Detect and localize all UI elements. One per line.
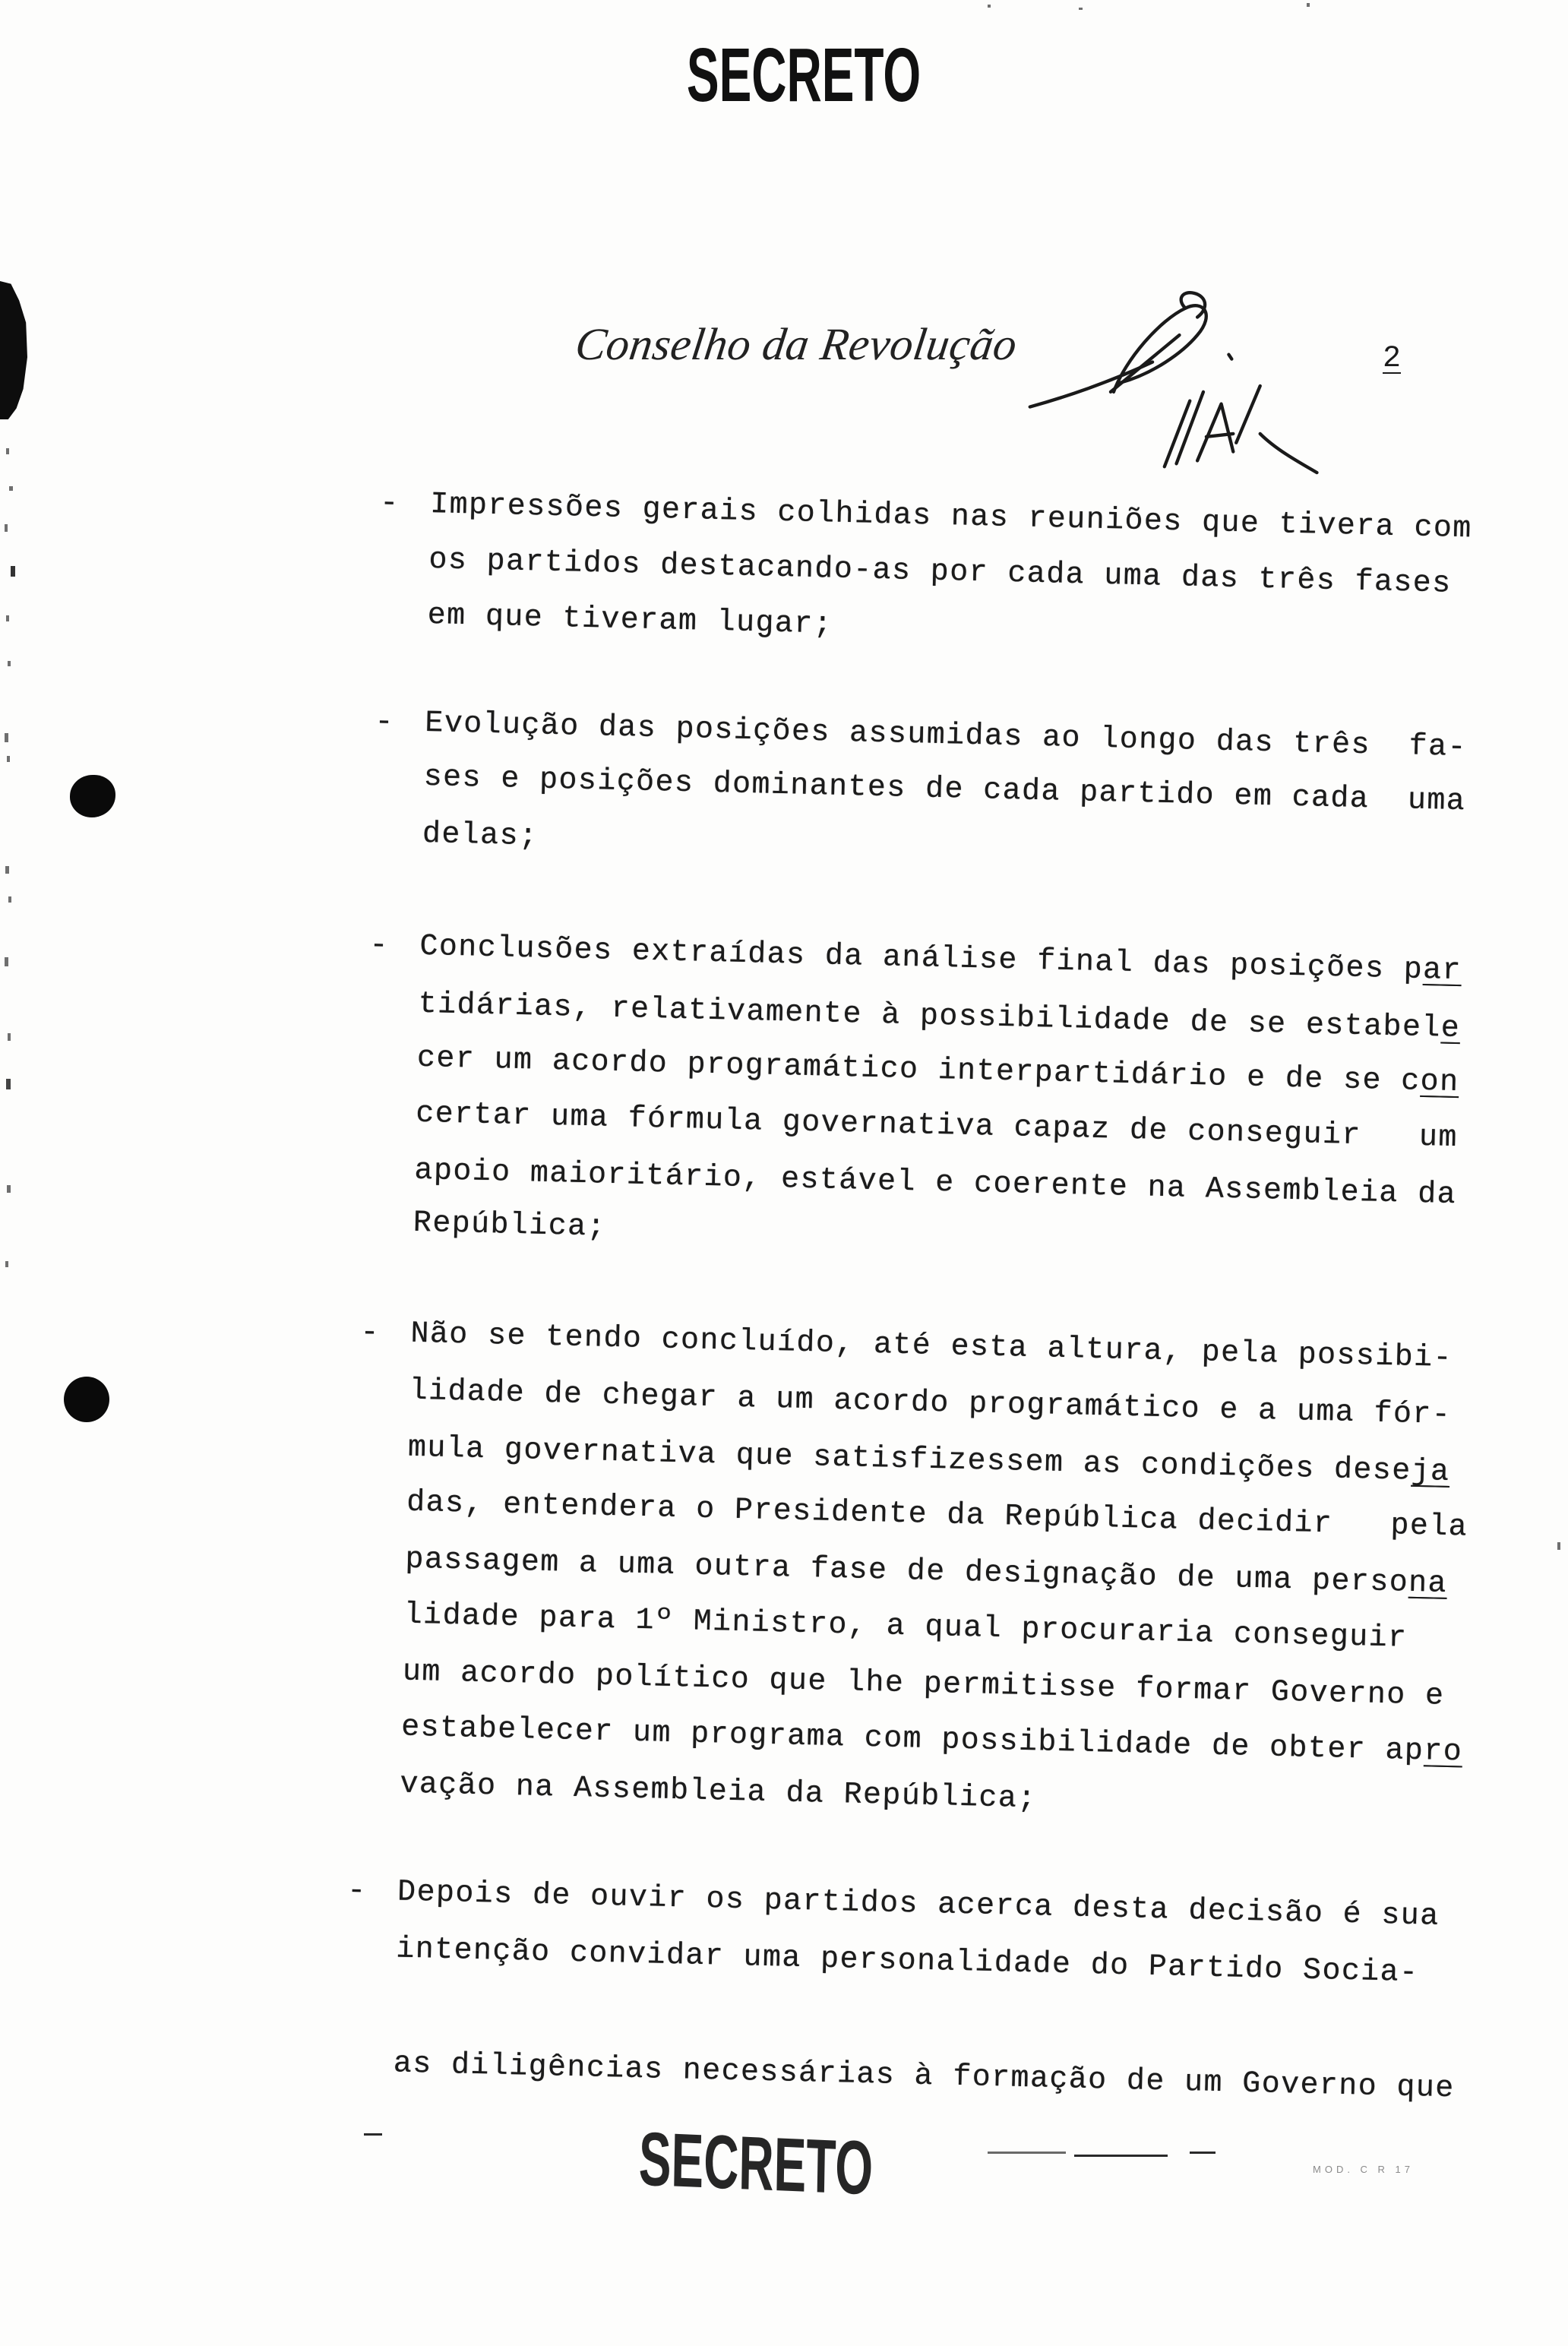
- signature-stroke: [1236, 386, 1260, 443]
- text-line: vação na Assembleia da República;: [399, 1767, 1038, 1817]
- text-line: as diligências necessárias à formação de um Governo que: [393, 2047, 1456, 2107]
- scan-speck: [11, 566, 15, 577]
- signature-stroke: [1197, 404, 1233, 461]
- line-text: tidárias, relativamente à possibilidade de se estabel: [418, 987, 1442, 1046]
- scan-speck: [7, 756, 10, 762]
- scan-speck: [8, 1033, 11, 1041]
- form-code: MOD. C R 17: [1313, 2164, 1415, 2175]
- scan-speck: [5, 524, 8, 532]
- text-line: certar uma fórmula governativa capaz de conseguir um: [415, 1096, 1459, 1156]
- underlined-syllable: na: [1408, 1566, 1448, 1601]
- signature-stroke: [1260, 434, 1317, 473]
- text-line: das, entendera o Presidente da República decidir pela: [406, 1485, 1468, 1545]
- text-line: ses e posições dominantes de cada partido em cada uma: [423, 760, 1466, 820]
- punch-hole: [64, 1377, 109, 1422]
- text-line: os partidos destacando-as por cada uma das três fases: [428, 542, 1453, 602]
- text-line: [416, 1042, 1459, 1101]
- underlined-syllable: ja: [1411, 1454, 1450, 1490]
- scan-speck: [5, 957, 8, 966]
- scan-speck: [6, 615, 9, 621]
- underlined-syllable: ar: [1422, 953, 1462, 989]
- scan-speck: [7, 1185, 11, 1193]
- underlined-syllable: e: [1440, 1011, 1461, 1047]
- scan-speck: [988, 5, 991, 8]
- letterhead-title: Conselho da Revolução: [572, 319, 1021, 369]
- text-line: República;: [413, 1206, 607, 1245]
- punch-hole: [70, 775, 115, 817]
- text-line: [418, 988, 1461, 1047]
- document-body: [346, 479, 1510, 2129]
- scan-speck: [1079, 8, 1083, 10]
- list-dash: -: [368, 928, 390, 963]
- scan-speck: [5, 866, 9, 874]
- footer-rule-mark: [1074, 2155, 1168, 2157]
- text-line: apoio maioritário, estável e coerente na Assembleia da: [413, 1153, 1457, 1213]
- text-line: [407, 1431, 1450, 1491]
- text-line: [419, 930, 1462, 989]
- text-line: lidade para 1º Ministro, a qual procuraria conseguir: [403, 1598, 1408, 1656]
- scan-speck: [6, 448, 9, 454]
- line-text: Conclusões extraídas da análise final das posições p: [419, 929, 1424, 988]
- signature-stroke: [1228, 355, 1231, 359]
- text-line: em que tiveram lugar;: [427, 598, 833, 643]
- secret-stamp-bottom: SECRETO: [638, 2116, 874, 2212]
- binder-edge-mark: [0, 281, 27, 419]
- handwritten-signature: [1018, 284, 1339, 486]
- line-text: passagem a uma outra fase de designação de uma perso: [404, 1542, 1409, 1601]
- text-line: Depois de ouvir os partidos acerca desta decisão é sua: [397, 1875, 1440, 1934]
- footer-rule-mark: [988, 2152, 1066, 2154]
- text-line: delas;: [422, 817, 539, 855]
- underlined-syllable: ro: [1423, 1734, 1463, 1770]
- list-item: [379, 479, 1510, 643]
- list-dash: -: [379, 486, 400, 522]
- scan-speck: [8, 661, 11, 666]
- text-line: Impressões gerais colhidas nas reuniões que tivera com: [429, 487, 1473, 547]
- footer-rule-mark: [1190, 2152, 1216, 2154]
- scan-speck: [5, 1261, 8, 1267]
- secret-stamp-top: SECRETO: [686, 33, 922, 118]
- scan-speck: [8, 896, 11, 903]
- text-line: [401, 1711, 1463, 1771]
- scan-speck: [1307, 3, 1310, 7]
- scan-speck: [5, 733, 8, 742]
- text-line: um acordo político que lhe permitisse formar Governo e: [402, 1655, 1445, 1714]
- scan-speck: [1557, 1542, 1560, 1550]
- list-dash: -: [359, 1316, 381, 1351]
- list-dash: -: [346, 1873, 368, 1909]
- stray-dash-mark: [364, 2133, 382, 2136]
- line-text: mula governativa que satisfizessem as condições dese: [407, 1431, 1412, 1489]
- scan-speck: [6, 1079, 11, 1089]
- text-line: [405, 1543, 1448, 1602]
- text-line: Evolução das posições assumidas ao longo das três fa-: [424, 706, 1468, 766]
- page-number: 2: [1383, 342, 1402, 376]
- signature-stroke: [1030, 362, 1152, 407]
- text-line: intenção convidar uma personalidade do Partido Socia-: [395, 1932, 1419, 1991]
- scan-speck: [9, 486, 13, 491]
- underlined-syllable: on: [1420, 1064, 1459, 1101]
- list-dash: -: [374, 705, 395, 740]
- line-text: estabelecer um programa com possibilidade de obter ap: [400, 1710, 1424, 1769]
- text-line: lidade de chegar a um acordo programático e a uma fór-: [409, 1374, 1452, 1433]
- line-text: cer um acordo programático interpartidário e de se c: [416, 1041, 1421, 1099]
- text-line: Não se tendo concluído, até esta altura, pela possibi-: [409, 1317, 1453, 1377]
